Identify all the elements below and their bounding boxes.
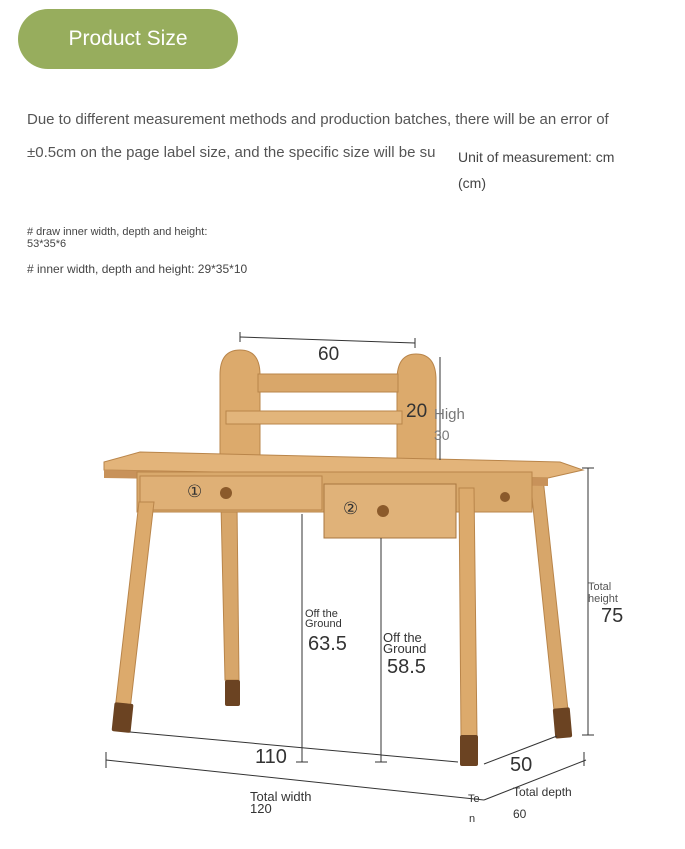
ground-2-label-a: Off the bbox=[383, 630, 422, 645]
drawer-2-marker: ② bbox=[343, 499, 359, 518]
back-leg-right-foot bbox=[553, 707, 573, 738]
front-leg-left-foot bbox=[112, 702, 134, 733]
shelf-width-label: 60 bbox=[318, 344, 340, 365]
total-height-value: 75 bbox=[601, 605, 624, 627]
product-size-label: Product Size bbox=[68, 27, 188, 50]
shelf-depth-label: 20 bbox=[406, 401, 428, 422]
shelf-left-upright bbox=[220, 350, 260, 455]
ground-2-label-b: Ground bbox=[383, 641, 427, 656]
text-fragment-b: n bbox=[469, 813, 476, 825]
intro-line-1: Due to different measurement methods and production batches, there will be an error of bbox=[27, 111, 609, 128]
drawer-2-knob bbox=[377, 505, 389, 517]
ground-1-value: 63.5 bbox=[308, 633, 347, 655]
total-height-label-a: Total bbox=[588, 581, 612, 593]
shelf-height-value: 30 bbox=[434, 427, 450, 443]
back-leg-right bbox=[530, 478, 568, 710]
text-fragment-a: Te bbox=[468, 793, 480, 805]
inner-width-label: 110 bbox=[255, 746, 287, 768]
inner-dims-note: # inner width, depth and height: 29*35*10 bbox=[27, 262, 248, 276]
front-leg-right bbox=[459, 488, 477, 737]
drawer-dims-label: # draw inner width, depth and height: bbox=[27, 226, 208, 238]
shelf-board bbox=[226, 411, 402, 424]
drawer-1-knob bbox=[220, 487, 232, 499]
total-width-value: 120 bbox=[250, 801, 272, 816]
back-leg-left-foot bbox=[225, 680, 240, 706]
total-depth-label: Total depth bbox=[513, 785, 572, 799]
leg-depth-label: 50 bbox=[510, 754, 533, 776]
intro-line-2: ±0.5cm on the page label size, and the specific size will be su bbox=[27, 144, 436, 161]
front-leg-right-foot bbox=[460, 735, 478, 766]
total-depth-value: 60 bbox=[513, 807, 527, 821]
unit-line-2: (cm) bbox=[458, 175, 486, 191]
drawer-1-marker: ① bbox=[187, 482, 203, 501]
unit-line-1: Unit of measurement: cm bbox=[458, 149, 615, 165]
back-leg-left bbox=[221, 505, 239, 680]
side-knob bbox=[500, 492, 510, 502]
ground-1-label-b: Ground bbox=[305, 618, 342, 630]
shelf-height-label: High bbox=[434, 406, 465, 423]
drawer-dims-value: 53*35*6 bbox=[27, 238, 67, 250]
total-width-label: Total width bbox=[250, 789, 312, 804]
total-height-label-b: height bbox=[588, 593, 618, 605]
shelf-top-rail bbox=[258, 374, 398, 392]
ground-2-value: 58.5 bbox=[387, 656, 426, 678]
ground-1-label-a: Off the bbox=[305, 608, 338, 620]
front-leg-left bbox=[115, 502, 154, 710]
